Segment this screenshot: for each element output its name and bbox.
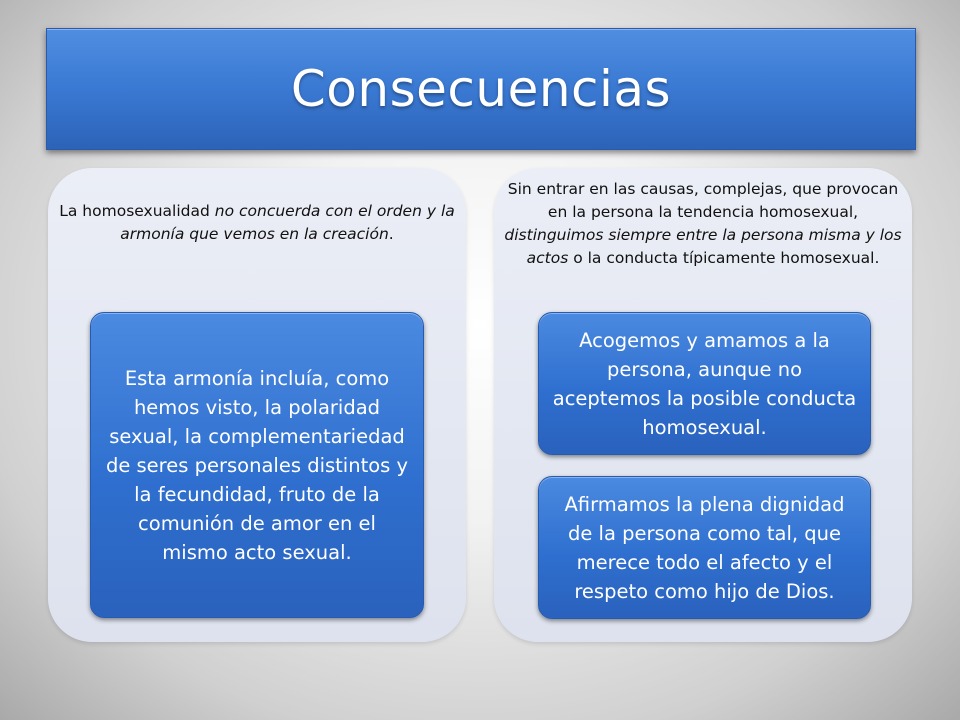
right-blue-box-1	[538, 312, 871, 455]
right-box-1-text: Acogemos y amamos a la persona, aunque no aceptemos la posible conducta homosexual.	[552, 328, 857, 439]
right-box-2-text: Afirmamos la plena dignidad de la persona como tal, que merece todo el afecto y el respeto como hijo de Dios.	[564, 492, 845, 603]
right-blue-box-2	[538, 476, 871, 619]
right-intro-plain-2: o la conducta típicamente homosexual.	[568, 249, 880, 267]
left-intro-italic: no concuerda con el orden y la armonía que vemos en la creación	[120, 202, 455, 243]
right-intro-plain-1: Sin entrar en las causas, complejas, que provocan en la persona la tendencia homosexual,	[507, 180, 899, 221]
right-panel-intro	[504, 178, 902, 270]
left-intro-plain-2: .	[388, 225, 394, 243]
left-intro-plain-1: La homosexualidad	[59, 202, 215, 220]
slide-title: Consecuencias	[290, 60, 672, 118]
left-blue-box	[90, 312, 424, 618]
left-panel-intro	[58, 200, 456, 246]
left-box-text: Esta armonía incluía, como hemos visto, la polaridad sexual, la complementariedad de seres personales distintos y la fecundidad, fruto de la comunión de amor en el mismo acto sexual.	[105, 366, 409, 564]
right-intro-italic: distinguimos siempre entre la persona misma y los actos	[504, 226, 902, 267]
title-banner	[46, 28, 916, 150]
